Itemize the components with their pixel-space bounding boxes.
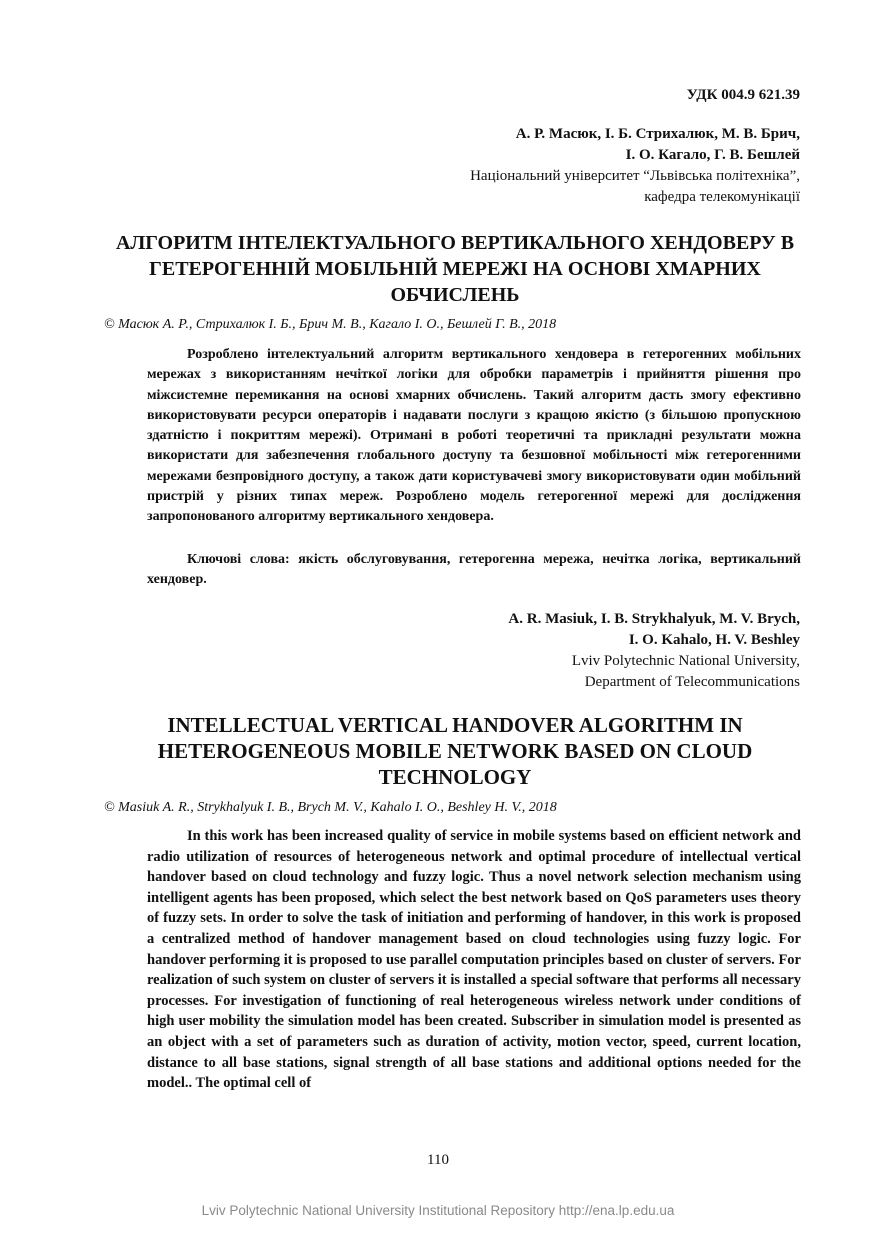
authors-line: І. О. Кагало, Г. В. Бешлей <box>625 147 800 163</box>
abstract-ukrainian <box>147 345 801 528</box>
page-number: 110 <box>427 1152 449 1168</box>
paper-title-english: INTELLECTUAL VERTICAL HANDOVER ALGORITHM IN HETEROGENEOUS MOBILE NETWORK BASED ON CLOUD TECHNOLOGY <box>157 713 753 789</box>
paper-title-ukrainian: АЛГОРИТМ ІНТЕЛЕКТУАЛЬНОГО ВЕРТИКАЛЬНОГО ХЕНДОВЕРУ В ГЕТЕРОГЕННІЙ МОБІЛЬНІЙ МЕРЕЖІ НА ОСНОВІ ХМАРНИХ ОБЧИСЛЕНЬ <box>115 232 795 306</box>
abstract-english <box>147 826 801 1094</box>
copyright-ukrainian: © Масюк А. Р., Стрихалюк І. Б., Брич М. В., Кагало І. О., Бешлей Г. В., 2018 <box>104 317 557 332</box>
authors-block-english <box>508 609 800 693</box>
authors-line: A. R. Masiuk, I. B. Strykhalyuk, M. V. Brych, <box>508 611 800 627</box>
affiliation-line: кафедра телекомунікації <box>644 189 800 205</box>
copyright-english: © Masiuk A. R., Strykhalyuk I. B., Brych M. V., Kahalo I. O., Beshley H. V., 2018 <box>104 800 557 815</box>
affiliation-line: Національний університет “Львівська політехніка”, <box>470 168 800 184</box>
keywords-ukrainian: Ключові слова: якість обслуговування, гетерогенна мережа, нечітка логіка, вертикальний хендовер. <box>147 552 801 588</box>
udc-code: УДК 004.9 621.39 <box>686 87 800 103</box>
authors-line: I. O. Kahalo, H. V. Beshley <box>628 632 800 648</box>
authors-line: А. Р. Масюк, І. Б. Стрихалюк, М. В. Брич, <box>515 126 800 142</box>
repository-footer: Lviv Polytechnic National University Institutional Repository http://ena.lp.edu.ua <box>201 1203 675 1218</box>
abstract-paragraph: In this work has been increased quality of service in mobile systems based on efficient network and radio utilization of resources of heterogeneous network and optimal procedure of intellectual vertical handover based on cloud technology and fuzzy logic. Thus a novel network selection mechanism using intelligent agents has been proposed, which select the best network based on QoS parameters uses theory of fuzzy sets. In order to solve the task of initiation and performing of handover, in this work is proposed a centralized method of handover management based on cloud technologies using fuzzy logic. For handover performing it is proposed to use parallel computation principles based on cluster of servers. For realization of such system on cluster of servers it is installed a special software that performs all necessary processes. For investigation of functioning of real heterogeneous wireless network under conditions of high user mobility the simulation model has been created. Subscriber in simulation model is presented as an object with a set of parameters such as duration of activity, motion vector, speed, current location, distance to all base stations, signal strength of all base stations and additional options needed for the model.. The optimal cell of <box>147 828 801 1092</box>
affiliation-line: Department of Telecommunications <box>584 674 800 690</box>
affiliation-line: Lviv Polytechnic National University, <box>571 653 800 669</box>
abstract-paragraph: Розроблено інтелектуальний алгоритм вертикального хендовера в гетерогенних мобільних мережах з використанням нечіткої логіки для обробки параметрів і прийняття рішення про міжсистемне перемикання на основі хмарних обчислень. Такий алгоритм дасть змогу ефективно використовувати ресурси операторів і надавати послуги з кращою якістю (з більшою пропускною здатністю і покриттям мережі). Отримані в роботі теоретичні та прикладні результати можна використати для забезпечення глобального доступу та безшовної мобільності між гетерогенними мережами безпровідного доступу, а також дати користувачеві змогу використовувати один мобільний пристрій у різних типах мереж. Розроблено модель гетерогенної мережі для дослідження запропонованого алгоритму вертикального хендовера. <box>147 347 801 525</box>
authors-block-ukrainian <box>470 124 800 208</box>
